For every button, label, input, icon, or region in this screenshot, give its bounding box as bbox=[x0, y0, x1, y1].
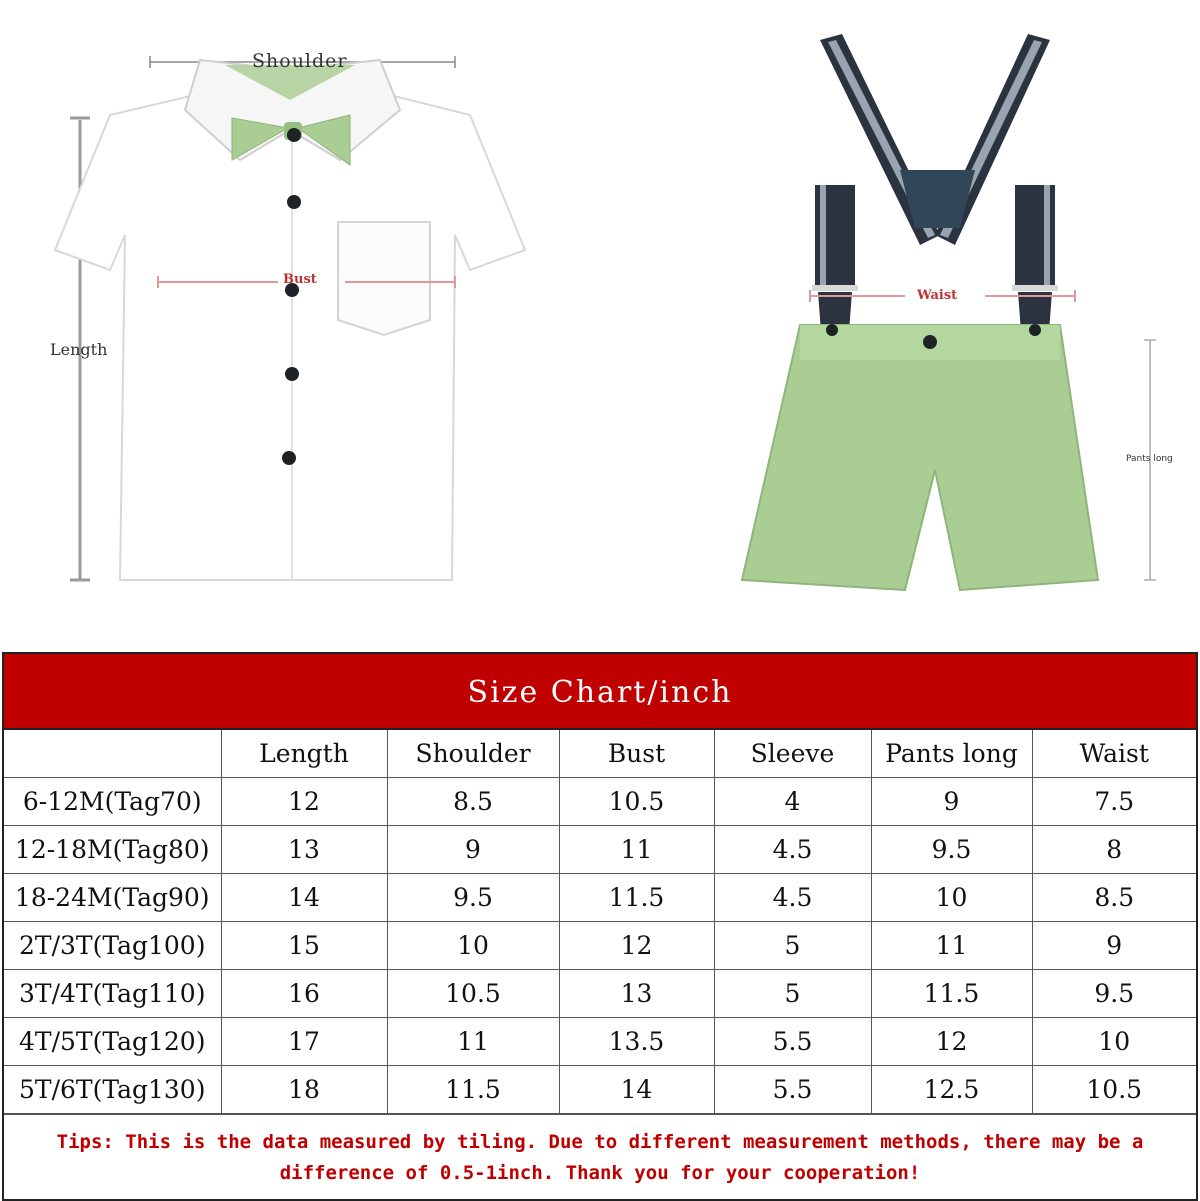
measurement-cell: 8.5 bbox=[387, 778, 559, 826]
measurement-cell: 13.5 bbox=[559, 1018, 714, 1066]
column-header: Bust bbox=[559, 730, 714, 778]
measurement-cell: 9.5 bbox=[1032, 970, 1196, 1018]
measurement-cell: 11.5 bbox=[387, 1066, 559, 1114]
waist-label: Waist bbox=[917, 288, 958, 303]
measurement-cell: 11.5 bbox=[871, 970, 1032, 1018]
measurement-cell: 13 bbox=[221, 826, 387, 874]
measurement-cell: 9.5 bbox=[387, 874, 559, 922]
shoulder-label: Shoulder bbox=[252, 50, 348, 72]
measurement-cell: 5 bbox=[714, 970, 871, 1018]
measurement-cell: 9.5 bbox=[871, 826, 1032, 874]
measurement-cell: 4.5 bbox=[714, 826, 871, 874]
column-header: Waist bbox=[1032, 730, 1196, 778]
shorts-drawing bbox=[742, 324, 1098, 590]
measurement-cell: 12 bbox=[871, 1018, 1032, 1066]
measurement-cell: 12.5 bbox=[871, 1066, 1032, 1114]
size-chart-title: Size Chart/inch bbox=[4, 654, 1196, 730]
measurement-cell: 12 bbox=[221, 778, 387, 826]
measurement-cell: 10.5 bbox=[559, 778, 714, 826]
tips-note: Tips: This is the data measured by tiling. Due to different measurement methods, there may be a difference of 0.5-1inch. Thank you for your cooperation! bbox=[4, 1114, 1196, 1199]
measurement-cell: 11 bbox=[871, 922, 1032, 970]
size-label-cell: 5T/6T(Tag130) bbox=[4, 1066, 221, 1114]
table-header-row bbox=[4, 730, 1196, 778]
measurement-cell: 5.5 bbox=[714, 1066, 871, 1114]
size-label-cell: 18-24M(Tag90) bbox=[4, 874, 221, 922]
measurement-cell: 9 bbox=[871, 778, 1032, 826]
length-label: Length bbox=[50, 340, 108, 359]
measurement-cell: 11 bbox=[387, 1018, 559, 1066]
measurement-cell: 9 bbox=[387, 826, 559, 874]
column-header: Sleeve bbox=[714, 730, 871, 778]
table-row bbox=[4, 874, 1196, 922]
table-row bbox=[4, 826, 1196, 874]
table-row bbox=[4, 970, 1196, 1018]
measurement-cell: 10.5 bbox=[1032, 1066, 1196, 1114]
measurement-cell: 4 bbox=[714, 778, 871, 826]
shirt-drawing bbox=[55, 60, 525, 580]
measurement-cell: 10.5 bbox=[387, 970, 559, 1018]
measurement-cell: 13 bbox=[559, 970, 714, 1018]
measurement-cell: 10 bbox=[387, 922, 559, 970]
table-row bbox=[4, 1066, 1196, 1114]
size-table bbox=[4, 730, 1196, 1114]
measurement-cell: 18 bbox=[221, 1066, 387, 1114]
measurement-cell: 11 bbox=[559, 826, 714, 874]
size-chart bbox=[2, 652, 1198, 1201]
measurement-cell: 8.5 bbox=[1032, 874, 1196, 922]
size-label-cell: 3T/4T(Tag110) bbox=[4, 970, 221, 1018]
size-label-cell: 12-18M(Tag80) bbox=[4, 826, 221, 874]
measurement-cell: 7.5 bbox=[1032, 778, 1196, 826]
size-label-cell: 4T/5T(Tag120) bbox=[4, 1018, 221, 1066]
table-row bbox=[4, 1018, 1196, 1066]
measurement-cell: 14 bbox=[221, 874, 387, 922]
measurement-cell: 5.5 bbox=[714, 1018, 871, 1066]
measurement-cell: 11.5 bbox=[559, 874, 714, 922]
measurement-cell: 15 bbox=[221, 922, 387, 970]
measurement-cell: 14 bbox=[559, 1066, 714, 1114]
measurement-cell: 10 bbox=[871, 874, 1032, 922]
column-header: Pants long bbox=[871, 730, 1032, 778]
measurement-cell: 8 bbox=[1032, 826, 1196, 874]
measurement-cell: 16 bbox=[221, 970, 387, 1018]
table-row bbox=[4, 778, 1196, 826]
bust-label: Bust bbox=[283, 272, 317, 287]
measurement-cell: 10 bbox=[1032, 1018, 1196, 1066]
measurement-cell: 12 bbox=[559, 922, 714, 970]
column-header: Shoulder bbox=[387, 730, 559, 778]
pants-long-label: Pants long bbox=[1126, 454, 1173, 464]
column-header: Length bbox=[221, 730, 387, 778]
table-row bbox=[4, 922, 1196, 970]
measurement-cell: 4.5 bbox=[714, 874, 871, 922]
measurement-cell: 5 bbox=[714, 922, 871, 970]
size-label-cell: 2T/3T(Tag100) bbox=[4, 922, 221, 970]
measurement-cell: 9 bbox=[1032, 922, 1196, 970]
measurement-cell: 17 bbox=[221, 1018, 387, 1066]
column-header bbox=[4, 730, 221, 778]
size-label-cell: 6-12M(Tag70) bbox=[4, 778, 221, 826]
